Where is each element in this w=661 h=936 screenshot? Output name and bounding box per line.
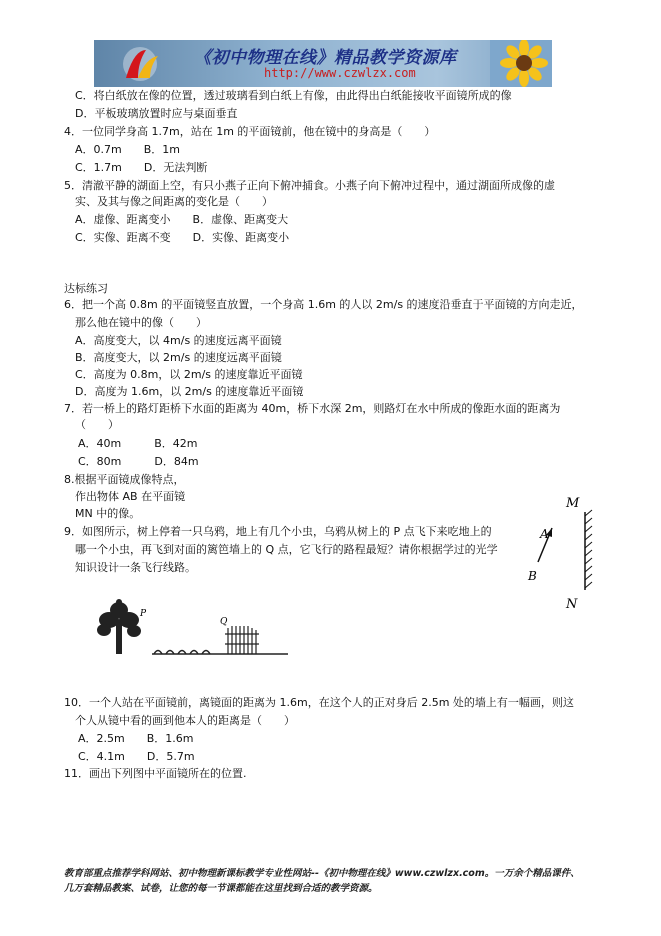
fence-icon [225,626,259,654]
q10-stem-line1: 10．一个人站在平面镜前，离镜面的距离为 1.6m，在这个人的正对身后 2.5m 处的墙上有一幅画，则这 [64,696,574,709]
q4-options-ab: A．0.7m B．1m [75,143,180,156]
point-label-p: P [140,609,147,619]
q6-option-d: D．高度为 1.6m，以 2m/s 的速度靠近平面镜 [75,385,304,398]
mirror-label-m: M [566,496,580,511]
q7-stem-line2: （ ） [75,418,119,431]
q9-line3: 知识设计一条飞行线路。 [75,561,196,574]
footer-line1: 教育部重点推荐学科网站、初中物理新课标教学专业性网站--《初中物理在线》www.czwlzx.com。一万余个精品课件、 [64,868,580,879]
q6-option-b: B．高度变大，以 2m/s 的速度远离平面镜 [75,351,282,364]
object-label-b: B [528,569,537,583]
banner-url[interactable]: http://www.czwlzx.com [264,66,416,80]
q8-line1: 8.根据平面镜成像特点， [64,473,185,486]
q5-stem-line2: 实、及其与像之间距离的变化是（ ） [75,195,273,208]
q9-crow-figure [90,598,290,660]
q9-line2: 哪一个小虫，再飞到对面的篱笆墙上的 Q 点，它飞行的路程最短？请你根据学过的光学 [75,543,498,556]
q7-stem-line1: 7．若一桥上的路灯距桥下水面的距离为 40m，桥下水深 2m，则路灯在水中所成的像距水面的距离为 [64,402,561,415]
q8-line3: MN 中的像。 [75,507,141,520]
q4-stem: 4．一位同学身高 1.7m，站在 1m 的平面镜前，他在镜中的身高是（ ） [64,125,436,138]
q10-stem-line2: 个人从镜中看的画到他本人的距离是（ ） [75,714,295,727]
q5-stem-line1: 5．清澈平静的湖面上空，有只小燕子正向下俯冲捕食。小燕子向下俯冲过程中，通过湖面所成像的虚 [64,179,555,192]
q8-mirror-figure [510,490,610,620]
sunflower-icon [490,40,552,87]
q10-options-cd: C．4.1m D．5.7m [78,750,195,763]
q9-line1: 9．如图所示，树上停着一只乌鸦，地上有几个小虫，乌鸦从树上的 P 点飞下来吃地上的 [64,525,492,538]
q5-options-ab: A．虚像、距离变小 B．虚像、距离变大 [75,213,289,226]
q5-options-cd: C．实像、距离不变 D．实像、距离变小 [75,231,290,244]
point-label-q: Q [220,617,228,627]
q6-option-a: A．高度变大，以 4m/s 的速度远离平面镜 [75,334,282,347]
tree-icon [97,599,141,654]
q3-option-c: C．将白纸放在像的位置，透过玻璃看到白纸上有像，由此得出白纸能接收平面镜所成的像 [75,89,512,102]
q3-option-d: D．平板玻璃放置时应与桌面垂直 [75,107,238,120]
footer-line2: 几万套精品教案、试卷，让您的每一节课都能在这里找到合适的教学资源。 [64,883,378,894]
object-label-a: A [540,527,549,541]
q4-options-cd: C．1.7m D．无法判断 [75,161,208,174]
mirror-label-n: N [566,597,578,612]
section-title: 达标练习 [64,282,108,295]
q10-options-ab: A．2.5m B．1.6m [78,732,194,745]
q6-stem-line1: 6．把一个高 0.8m 的平面镜竖直放置，一个身高 1.6m 的人以 2m/s 的速度沿垂直于平面镜的方向走近， [64,298,583,311]
site-logo-icon [116,44,164,84]
q6-option-c: C．高度为 0.8m，以 2m/s 的速度靠近平面镜 [75,368,303,381]
header-banner [94,40,552,87]
q11-stem: 11．画出下列图中平面镜所在的位置. [64,767,247,780]
q7-options-cd: C．80m D．84m [78,455,199,468]
q8-line2: 作出物体 AB 在平面镜 [75,490,186,503]
q6-stem-line2: 那么他在镜中的像（ ） [75,316,207,329]
q7-options-ab: A．40m B．42m [78,437,198,450]
mirror-hatching [585,510,592,588]
banner-title: 《初中物理在线》精品教学资源库 [194,48,457,68]
